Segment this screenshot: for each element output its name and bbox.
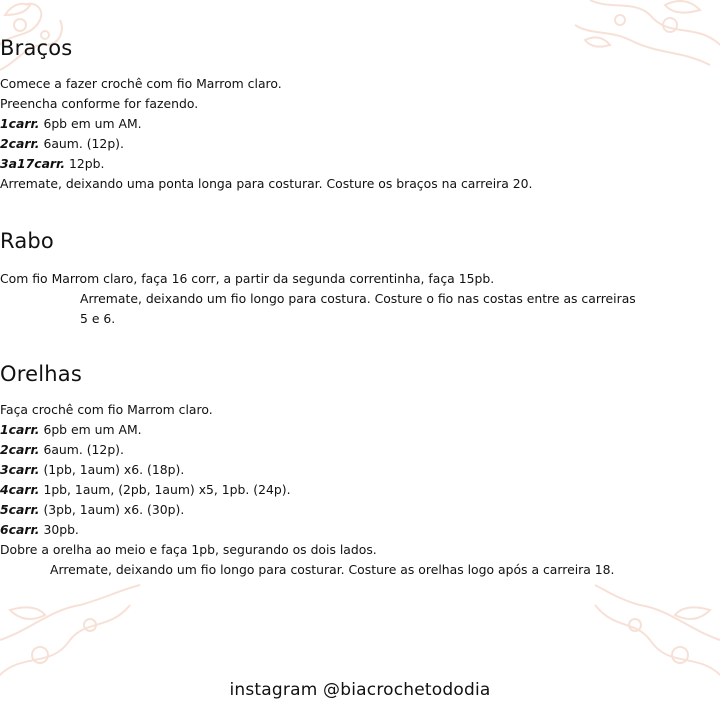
instruction-line: Dobre a orelha ao meio e faça 1pb, segurando os dois lados. [0,542,377,557]
round-label: 5carr. [0,502,40,517]
round-text: 6aum. (12p). [39,136,124,151]
section-orelhas [0,362,720,580]
round-text: 6pb em um AM. [39,422,142,437]
round-label: 1carr. [0,422,40,437]
round-text: 12pb. [65,156,105,171]
round-label: 4carr. [0,482,40,497]
instruction-line: Com fio Marrom claro, faça 16 corr, a partir da segunda correntinha, faça 15pb. [0,271,495,286]
instruction-line: Faça crochê com fio Marrom claro. [0,402,213,417]
round-text: 6pb em um AM. [39,116,142,131]
round-label: 2carr. [0,136,40,151]
instruction-line: Comece a fazer crochê com fio Marrom claro. [0,76,282,91]
instruction-line: Arremate, deixando uma ponta longa para costurar. Costure os braços na carreira 20. [0,176,533,191]
round-row [0,440,720,460]
round-row [0,520,720,540]
instruction-line: Arremate, deixando um fio longo para costura. Costure o fio nas costas entre as carreiras 5 e 6. [80,291,636,326]
instruction-line: Arremate, deixando um fio longo para costurar. Costure as orelhas logo após a carreira 18. [50,562,615,577]
round-text: 30pb. [39,522,79,537]
section-title: Rabo [0,229,54,253]
round-label: 6carr. [0,522,40,537]
round-row [0,114,720,134]
round-row [0,154,720,174]
instruction-line: Preencha conforme for fazendo. [0,96,199,111]
instagram-handle: instagram @biacrochetododia [229,680,491,700]
round-text: 1pb, 1aum, (2pb, 1aum) x5, 1pb. (24p). [39,482,291,497]
round-row [0,460,720,480]
round-label: 3carr. [0,462,40,477]
section-title: Braços [0,36,73,60]
round-text: (3pb, 1aum) x6. (30p). [39,502,185,517]
round-label: 3a17carr. [0,156,66,171]
section-title: Orelhas [0,362,82,386]
round-row [0,134,720,154]
round-row [0,480,720,500]
round-row [0,420,720,440]
round-row [0,500,720,520]
round-label: 2carr. [0,442,40,457]
round-text: (1pb, 1aum) x6. (18p). [39,462,185,477]
round-text: 6aum. (12p). [39,442,124,457]
section-rabo [0,229,720,329]
round-label: 1carr. [0,116,40,131]
section-bracos [0,36,720,194]
